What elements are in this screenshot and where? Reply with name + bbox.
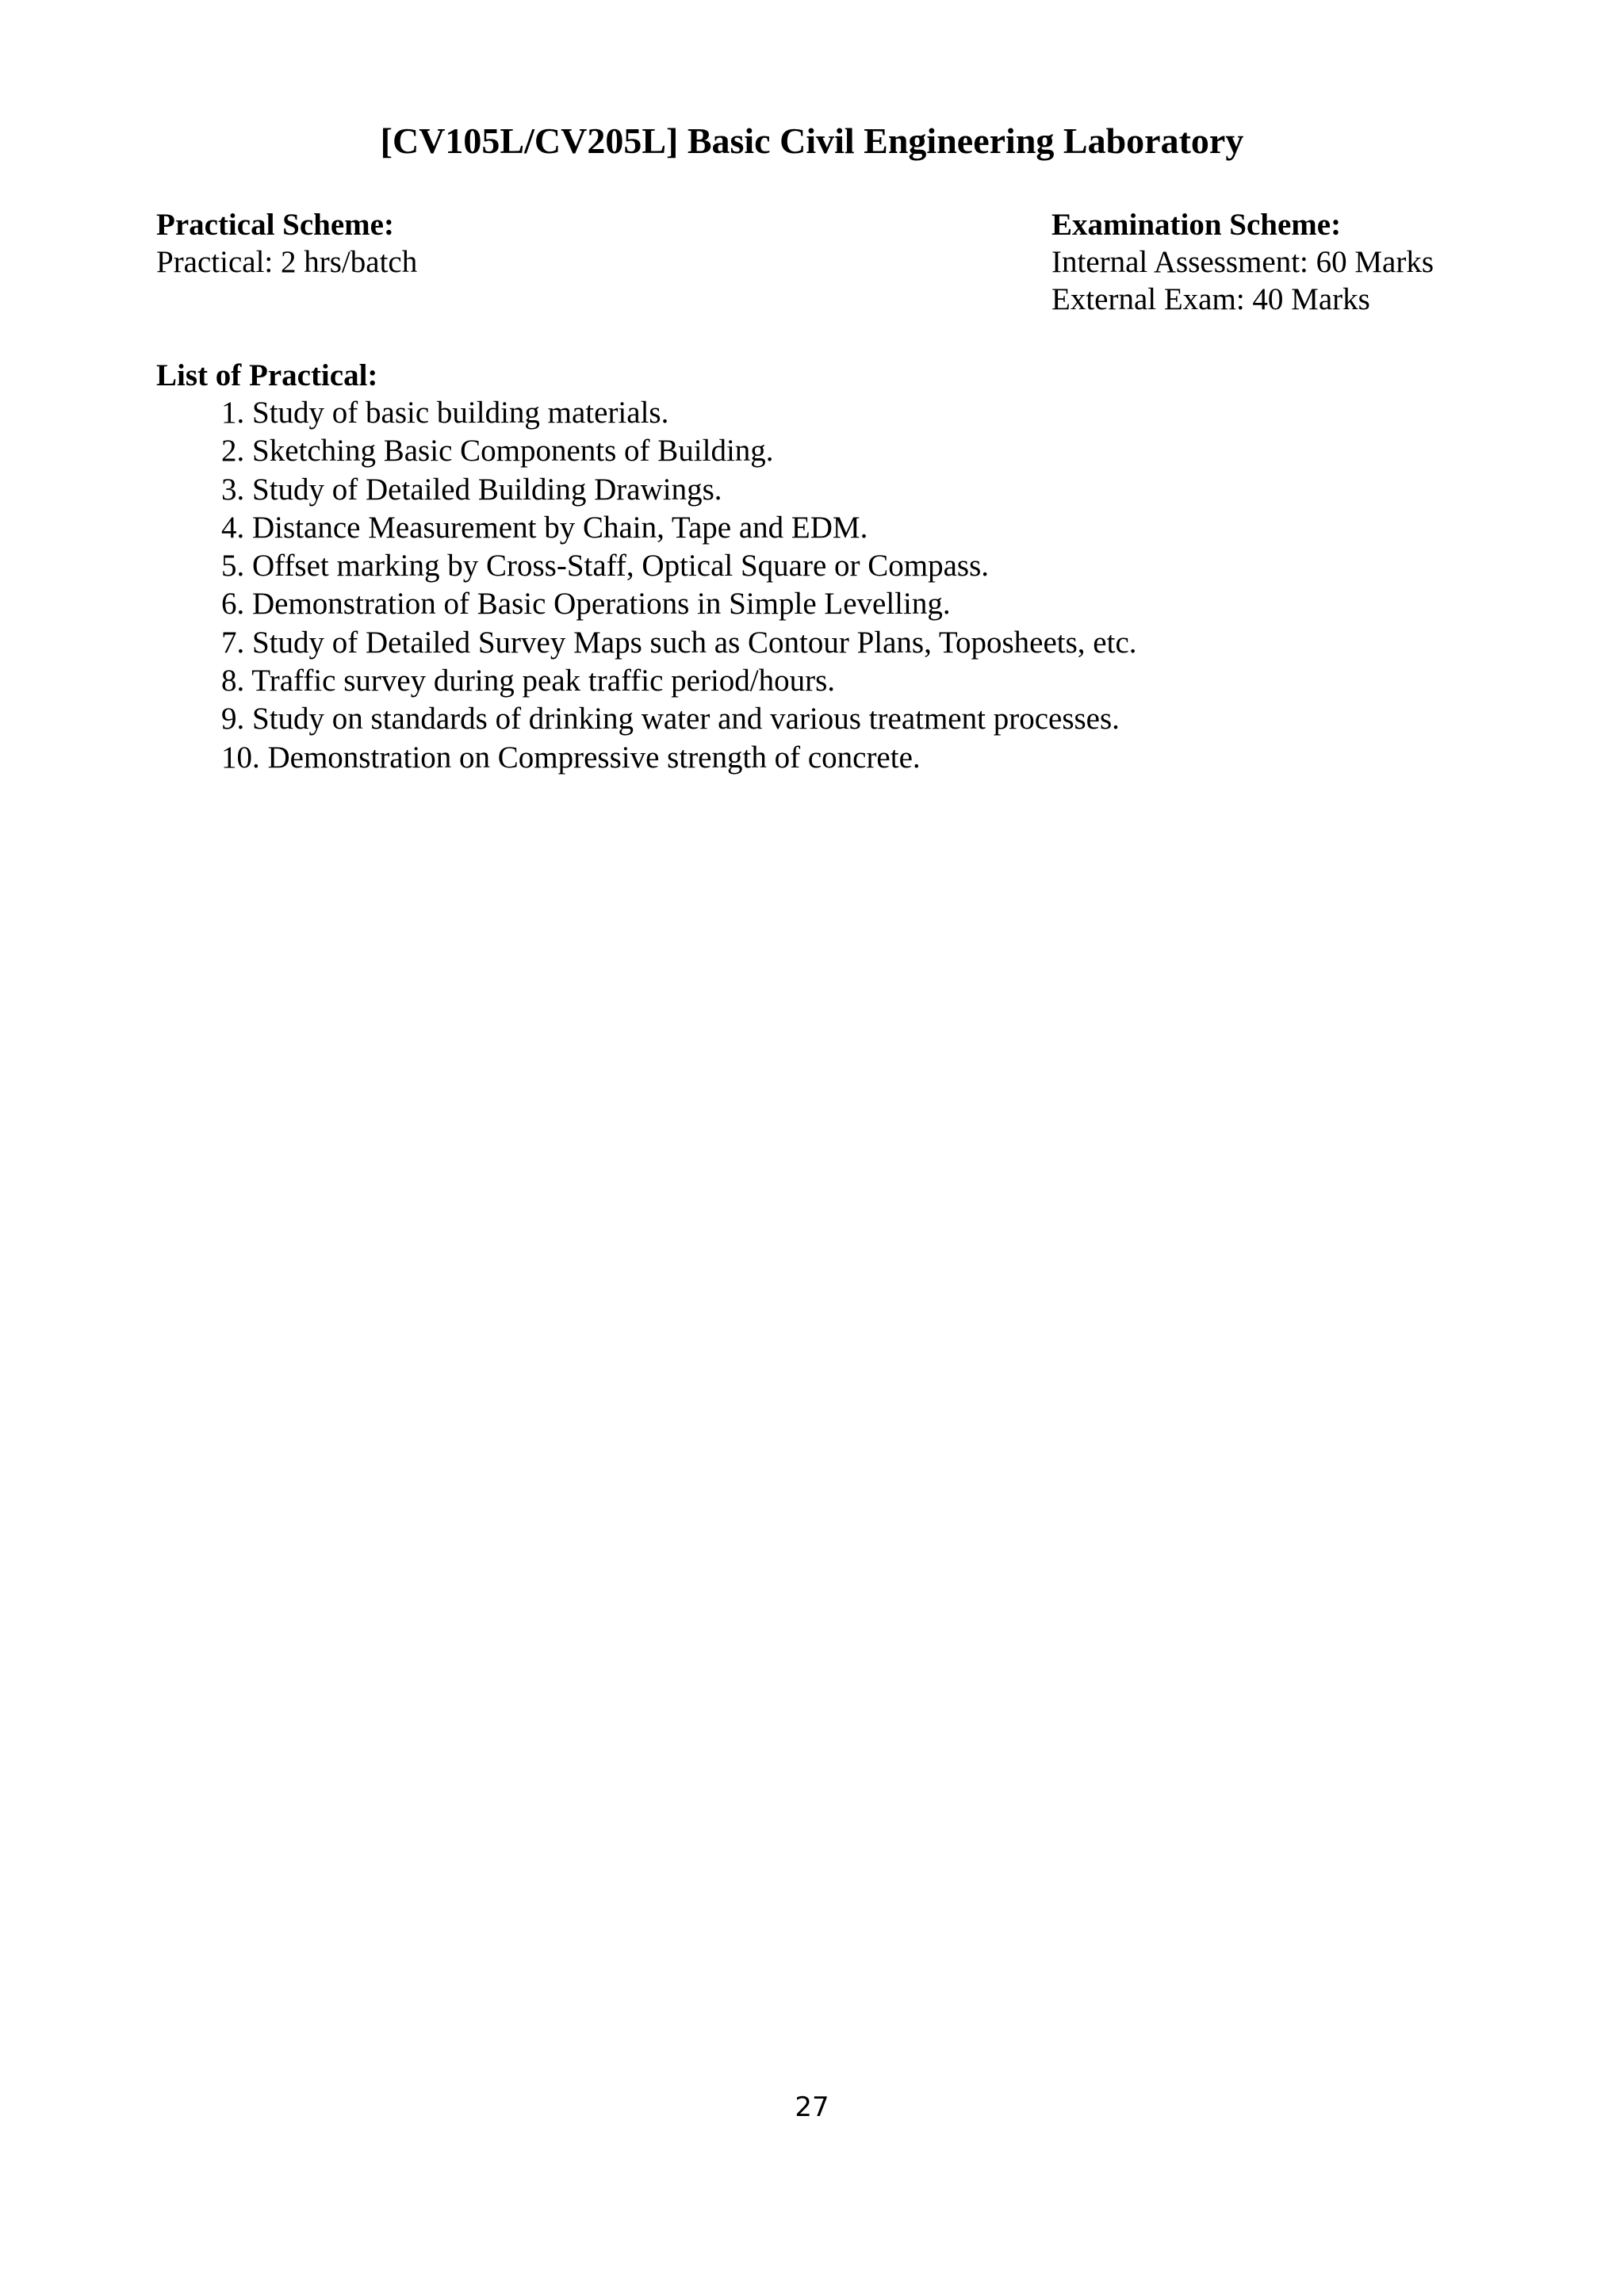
internal-assessment-line: Internal Assessment: 60 Marks	[1051, 245, 1434, 279]
list-item: 10. Demonstration on Compressive strength of concrete.	[221, 740, 921, 775]
list-item: 6. Demonstration of Basic Operations in Simple Levelling.	[221, 587, 951, 622]
list-item: 8. Traffic survey during peak traffic period/hours.	[221, 664, 836, 698]
list-item: 2. Sketching Basic Components of Building.	[221, 434, 774, 469]
practical-scheme-heading: Practical Scheme:	[156, 208, 394, 242]
list-item: 4. Distance Measurement by Chain, Tape and EDM.	[221, 510, 868, 545]
list-item: 1. Study of basic building materials.	[221, 396, 669, 430]
list-item: 5. Offset marking by Cross-Staff, Optical Square or Compass.	[221, 549, 990, 584]
list-item: 7. Study of Detailed Survey Maps such as Contour Plans, Toposheets, etc.	[221, 625, 1137, 660]
examination-scheme-heading: Examination Scheme:	[1051, 208, 1342, 242]
list-item: 9. Study on standards of drinking water and various treatment processes.	[221, 702, 1120, 737]
document-title: [CV105L/CV205L] Basic Civil Engineering Laboratory	[380, 121, 1244, 161]
practical-scheme-block	[156, 206, 417, 281]
list-of-practical-heading: List of Practical:	[156, 358, 378, 392]
page-number: 27	[795, 2091, 829, 2123]
examination-scheme-block	[1051, 206, 1434, 318]
practical-list	[221, 394, 1137, 777]
list-item: 3. Study of Detailed Building Drawings.	[221, 472, 722, 507]
practical-scheme-line: Practical: 2 hrs/batch	[156, 245, 418, 279]
external-exam-line: External Exam: 40 Marks	[1051, 282, 1370, 316]
